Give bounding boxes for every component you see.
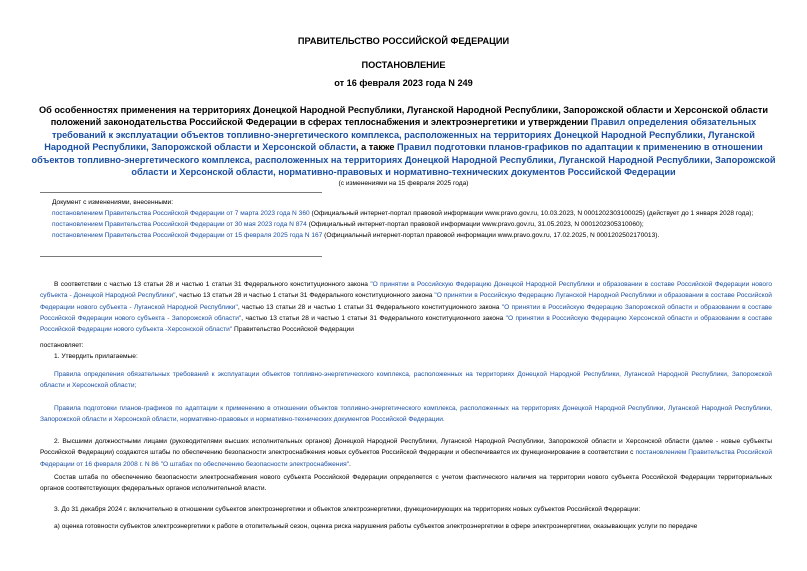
preamble-text: , частью 13 статьи 28 и частью 1 статьи 31 Федерального конституционного закона xyxy=(175,292,435,300)
paragraph-2-end: . xyxy=(349,460,351,468)
change-item xyxy=(52,208,772,219)
title-text-1: Об особенностях применения на территориях Донецкой Народной Республики, Луганской Народной Республики, Запорожской области и Херсонской области положений законодательства Российской Федерации в сферах теплоснабжения и электроэнергетики и утверждении xyxy=(38,105,769,128)
change-text: (Официальный интернет-портал правовой информации www.pravo.gov.ru, 10.03.2023, N 0001202303100025) (действует до 1 января 2028 года); xyxy=(309,210,754,217)
change-link[interactable]: постановлением Правительства Российской Федерации от 7 марта 2023 года N 360 xyxy=(52,210,310,217)
changes-intro: Документ с изменениями, внесенными: xyxy=(52,199,174,206)
government-name: ПРАВИТЕЛЬСТВО РОССИЙСКОЙ ФЕДЕРАЦИИ xyxy=(297,36,510,46)
preamble-text: В соответствии с частью 13 статьи 28 и частью 1 статьи 31 Федерального конституционного закона xyxy=(54,281,371,288)
change-text: (Официальный интернет-портал правовой информации www.pravo.gov.ru, 17.02.2025, N 0001202502170013). xyxy=(322,232,660,239)
change-item xyxy=(52,219,772,230)
link-decree-86[interactable]: постановлением Правительства Российской Федерации от 16 февраля 2008 г. N 86 "О штабах по обеспечению безопасности электроснабжения" xyxy=(40,449,773,468)
preamble-text: , частью 13 статьи 28 и частью 1 статьи 31 Федерального конституционного закона xyxy=(237,303,502,311)
link-rules-requirements[interactable]: Правила определения обязательных требований к эксплуатации объектов топливно-энергетического комплекса, расположенных на территориях Донецкой Народной Республики, Луганской Народной Республики, Запорожской области и Херсонской области; xyxy=(40,371,772,390)
title-link-rules-schedules[interactable]: Правил подготовки планов-графиков по адаптации к применению в отношении объектов топливно-энергетического комплекса, расположенных на территориях Донецкой Народной Республики, Луганской Народной Республики, Запорожской области и Херсонской области, нормативно-правовых и нормативно-технических документов Российской Федерации xyxy=(31,142,776,178)
link-rules-schedules[interactable]: Правила подготовки планов-графиков по адаптации к применению в отношении объектов топливно-энергетического комплекса, расположенных на территориях Донецкой Народной Республики, Луганской Народной Республики, Запорожской области и Херсонской области, нормативно-правовых и нормативно-технических документов Российской Федерации. xyxy=(40,405,772,424)
preamble-text: , частью 13 статьи 28 и частью 1 статьи 31 Федерального конституционного закона xyxy=(241,314,506,322)
title-link-rules-requirements[interactable]: Правил определения обязательных требований к эксплуатации объектов топливно-энергетического комплекса, расположенных на территориях Донецкой Народной Республики, Луганской Народной Республики, Запорожской области и Херсонской области xyxy=(44,117,757,153)
paragraph-4: 3. До 31 декабря 2024 г. включительно в отношении субъектов электроэнергетики и объектов электроэнергетики, функционирующих на территориях новых субъектов Российской Федерации: xyxy=(54,506,641,513)
divider-bottom xyxy=(40,256,322,257)
divider-top xyxy=(40,192,322,193)
preamble-paragraph xyxy=(40,279,772,335)
document-type: ПОСТАНОВЛЕНИЕ xyxy=(361,60,446,70)
law-link-dnr[interactable]: "О принятии в Российскую Федерацию Донецкой Народной Республики и образовании в составе Российской Федерации нового субъекта - Донецкой Народной Республики" xyxy=(40,281,772,300)
paragraph-2 xyxy=(40,436,772,470)
law-link-lnr[interactable]: "О принятии в Российскую Федерацию Луганской Народной Республики и образовании в составе Российской Федерации нового субъекта - Луганской Народной Республики" xyxy=(40,292,772,311)
law-link-kherson[interactable]: "О принятии в Российскую Федерацию Херсонской области и образовании в составе Российской Федерации нового субъекта -Херсонской области" xyxy=(40,314,772,334)
change-link[interactable]: постановлением Правительства Российской Федерации от 15 февраля 2025 года N 167 xyxy=(52,232,323,239)
change-link[interactable]: постановлением Правительства Российской Федерации от 30 мая 2023 года N 874 xyxy=(52,221,307,228)
paragraph-1: 1. Утвердить прилагаемые: xyxy=(54,353,138,360)
document-title xyxy=(30,104,777,178)
preamble-text: Правительство Российской Федерации xyxy=(232,326,354,334)
edition-note: (с изменениями на 15 февраля 2025 года) xyxy=(338,180,469,187)
decree-word: постановляет: xyxy=(40,342,84,349)
changes-block xyxy=(52,197,772,241)
document-date-number: от 16 февраля 2023 года N 249 xyxy=(334,78,473,88)
law-link-zaporozhye[interactable]: "О принятии в Российскую Федерацию Запорожской области и образовании в составе Российской Федерации нового субъекта - Запорожской области" xyxy=(40,303,772,322)
change-item xyxy=(52,230,772,241)
paragraph-5: а) оценка готовности субъектов электроэнергетики к работе в отопительный сезон, оценка риска нарушения работы субъектов электроэнергетики в сфере электроэнергетики, оказывающих услуги по передаче xyxy=(54,523,698,530)
change-text: (Официальный интернет-портал правовой информации www.pravo.gov.ru, 31.05.2023, N 0001202305310060); xyxy=(306,221,644,228)
paragraph-3: Состав штаба по обеспечению безопасности электроснабжения нового субъекта Российской Федерации определяется с учетом фактического наличия на территории нового субъекта Российской Федерации территориальных органов соответствующих федеральных органов исполнительной власти. xyxy=(40,474,772,493)
title-text-2: , а также xyxy=(355,142,398,153)
paragraph-2-text: 2. Высшими должностными лицами (руководителями высших исполнительных органов) Донецкой Народной Республики, Луганской Народной Республики, Запорожской области и Херсонской области (далее - новые субъекты Российской Федерации) создаются штабы по обеспечению безопасности электроснабжения новых субъектов Российской Федерации и обеспечивается их функционирование в соответствии с xyxy=(40,438,772,457)
